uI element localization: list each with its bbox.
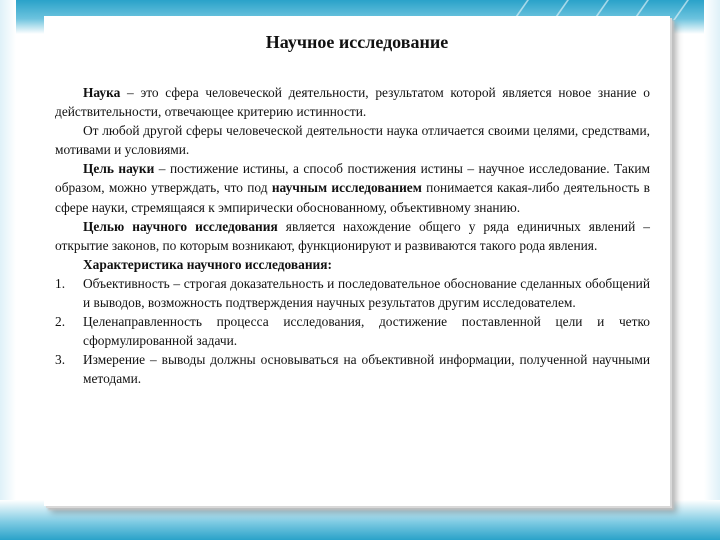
term-goal-of-science: Цель науки (83, 161, 155, 177)
band-streak (673, 0, 689, 20)
paragraph-differences (55, 121, 650, 159)
term-science: Наука (83, 85, 121, 100)
paragraph-text: – это сфера человеческой деятельности, результатом которой является новое знание о действительности, отвечающее критерию истинности. (55, 85, 650, 120)
list-item-text: Объективность – строгая доказательность и последовательное обоснование сделанных обобщений и выводов, возможность подтверждения научных результатов другим исследователем. (83, 275, 650, 311)
paragraph-text: является нахождение общего у ряда единичных явлений – открытие законов, по которым возникают, функционируют и развиваются такого рода явления. (55, 218, 650, 253)
term-scientific-research: научным исследованием (271, 180, 422, 196)
list-item (55, 350, 650, 388)
bottom-decorative-band (0, 500, 720, 540)
list-item-number: 2. (55, 314, 66, 330)
paragraph-text: понимается какая-либо деятельность в сфере науки, стремящаяся к эмпирически обоснованному, объективному знанию. (55, 180, 651, 215)
list-item (55, 312, 650, 350)
list-item-number: 1. (55, 275, 66, 291)
list-heading: Характеристика научного исследования: (83, 256, 332, 272)
paragraph-text: – постижение истины, а способ постижения истины – научное исследование. Таким образом, можно утверждать, что под (55, 161, 650, 196)
paragraph-science (55, 83, 650, 121)
list-item-text: Измерение – выводы должны основываться на объективной информации, полученной научными методами. (83, 352, 650, 387)
slide-title: Научное исследование (265, 32, 449, 52)
list-item-text: Целенаправленность процесса исследования, достижение поставленной цели и четко сформулированной задачи. (83, 314, 650, 349)
term-research-goal: Целью научного исследования (83, 218, 278, 234)
right-decorative-edge (704, 0, 720, 540)
list-heading-paragraph (55, 255, 650, 274)
paragraph-text: От любой другой сферы человеческой деятельности наука отличается своими целями, средствами, мотивами и условиями. (55, 123, 650, 158)
left-decorative-edge (0, 0, 16, 540)
characteristics-list (55, 274, 650, 389)
paragraph-research-goal (55, 217, 650, 255)
list-item (55, 274, 650, 312)
paragraph-goal-of-science (55, 159, 650, 216)
list-item-number: 3. (55, 352, 66, 368)
slide-body (55, 83, 650, 389)
